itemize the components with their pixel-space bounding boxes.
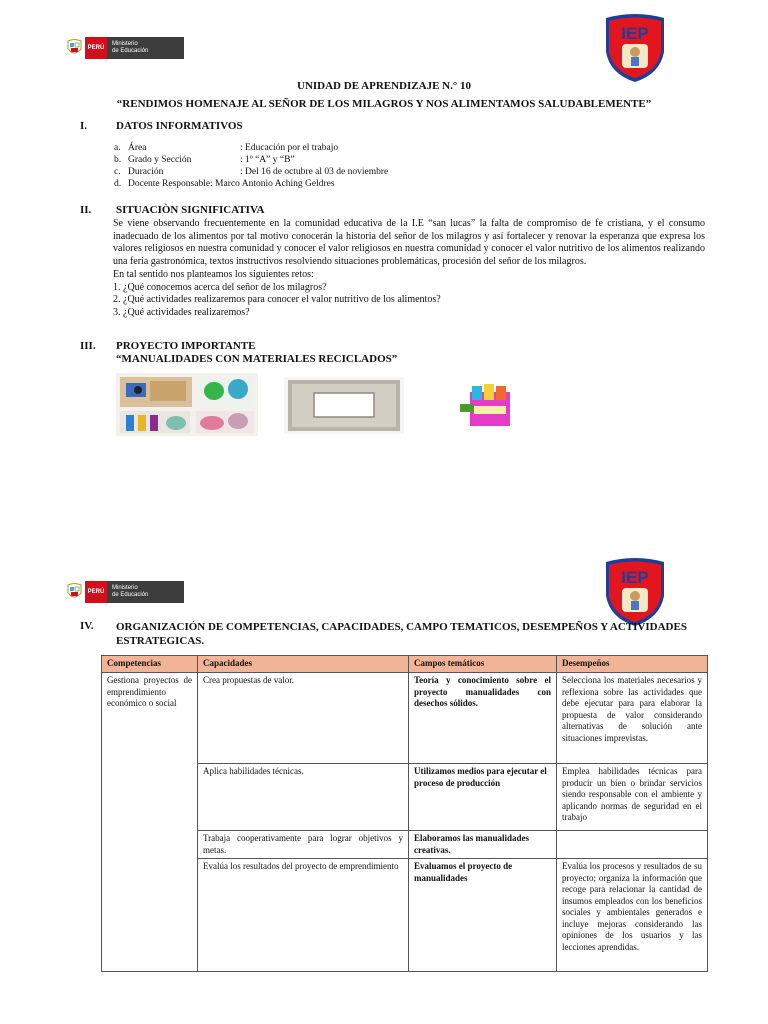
- challenges-intro: En tal sentido nos planteamos los siguientes retos:: [113, 269, 314, 280]
- header-cell: Capacidades: [198, 656, 409, 673]
- performance-cell: Emplea habilidades técnicas para producir un bien o brindar servicios siendo responsable con el ambiente y aplicando normas de seguridad en el trabajo: [557, 764, 708, 831]
- project-subtitle: “MANUALIDADES CON MATERIALES RECICLADOS”: [116, 353, 398, 365]
- section-1-title: DATOS INFORMATIVOS: [116, 120, 243, 132]
- unit-subtitle: “RENDIMOS HOMENAJE AL SEÑOR DE LOS MILAGROS Y NOS ALIMENTAMOS SALUDABLEMENTE”: [116, 98, 652, 110]
- challenge-question: 3. ¿Qué actividades realizaremos?: [113, 306, 250, 318]
- item-letter: a.: [114, 143, 121, 153]
- performance-cell: Evalúa los procesos y resultados de su proyecto; organiza la información que recoge para relacionar la cantidad de insumos empleados con los beneficios sociales y ambientales generados e incluye mejoras considerando las opiniones de los usuarios y las lecciones aprendidas.: [557, 859, 708, 972]
- item-letter: d.: [114, 179, 122, 189]
- table-row: [102, 673, 708, 764]
- item-value: : Educación por el trabajo: [240, 143, 339, 153]
- ministry-label: [107, 37, 184, 59]
- significant-situation: [113, 218, 705, 319]
- peru-coat-of-arms-icon: [66, 582, 83, 602]
- section-1-number: I.: [80, 120, 88, 132]
- topic-cell: Utilizamos medios para ejecutar el proceso de producción: [409, 764, 557, 831]
- item-value: : Del 16 de octubre al 03 de noviembre: [240, 167, 389, 177]
- competency-cell: Gestiona proyectos de emprendimiento económico o social: [102, 673, 198, 972]
- rolled-paper-frame-image: [284, 377, 404, 434]
- item-label: Grado y Sección: [128, 155, 192, 165]
- ministry-line1: Ministerio: [112, 585, 138, 591]
- header-cell: Competencias: [102, 656, 198, 673]
- header-cell: Desempeños: [557, 656, 708, 673]
- item-letter: c.: [114, 167, 121, 177]
- peru-coat-of-arms-icon: [66, 38, 83, 58]
- item-label: Duración: [128, 167, 164, 177]
- school-badge-icon: [600, 12, 670, 84]
- performance-cell: [557, 831, 708, 859]
- recycled-crafts-collage-image: [116, 373, 258, 436]
- section-4-title: ORGANIZACIÓN DE COMPETENCIAS, CAPACIDADES, CAMPO TEMATICOS, DESEMPEÑOS Y ACTIVIDADES ESTRATEGICAS.: [116, 621, 687, 647]
- peru-label: PERÚ: [85, 37, 107, 59]
- section-3-title: PROYECTO IMPORTANTE: [116, 340, 256, 352]
- ministry-line2: de Educación: [112, 48, 149, 54]
- bottle-organizer-image: [456, 382, 520, 434]
- section-3-number: III.: [80, 340, 96, 352]
- ministry-line1: Ministerio: [112, 41, 138, 47]
- item-letter: b.: [114, 155, 122, 165]
- school-badge-icon: [600, 556, 670, 628]
- badge-text: IEP: [621, 24, 649, 43]
- capacity-cell: Evalúa los resultados del proyecto de emprendimiento: [198, 859, 409, 972]
- list-item: [114, 178, 388, 190]
- capacity-cell: Aplica habilidades técnicas.: [198, 764, 409, 831]
- header-cell: Campos temáticos: [409, 656, 557, 673]
- topic-cell: Teoría y conocimiento sobre el proyecto manualidades con desechos sólidos.: [409, 673, 557, 764]
- topic-cell: Elaboramos las manualidades creativas.: [409, 831, 557, 859]
- section-2-number: II.: [80, 204, 92, 216]
- ministry-logo-page2: [66, 580, 184, 604]
- topic-cell: Evaluamos el proyecto de manualidades: [409, 859, 557, 972]
- item-value: Docente Responsable: Marco Antonio Aching Geldres: [128, 179, 335, 189]
- section-4-heading: [80, 620, 700, 648]
- list-item: [114, 142, 388, 154]
- list-item: [114, 166, 388, 178]
- competencies-table: [101, 655, 708, 972]
- informative-data-list: [114, 142, 388, 190]
- situation-paragraph: Se viene observando frecuentemente en la comunidad educativa de la I.E “san lucas” la falta de compromiso de fe cristiana, y el consumo inadecuado de los alimentos por tal motivo conocerán la historia del señor de los milagros y así fortalecer y renovar la esperanza que expresa los valores religiosos en nuestra comunidad y conocer el valor religiosos en nuestra comunidad y conocer el valor nutritivo de los alimentos realizando una feria gastronómica, textos instructivos resolviendo situaciones problemáticas, procesión del señor de los milagros.: [113, 218, 705, 267]
- table-header-row: [102, 656, 708, 673]
- ministry-label: [107, 581, 184, 603]
- item-label: Área: [128, 143, 147, 153]
- unit-title: UNIDAD DE APRENDIZAJE N.° 10: [297, 80, 471, 92]
- ministry-line2: de Educación: [112, 592, 149, 598]
- performance-cell: Selecciona los materiales necesarios y reflexiona sobre las actividades que debe ejecutar para para elaborar la propuesta de valor considerando alternativas de solución ante situaciones imprevistas.: [557, 673, 708, 764]
- badge-text: IEP: [621, 568, 649, 587]
- ministry-logo: [66, 36, 184, 60]
- item-value: : 1º “A” y “B”: [240, 155, 295, 165]
- capacity-cell: Crea propuestas de valor.: [198, 673, 409, 764]
- list-item: [114, 154, 388, 166]
- section-4-number: IV.: [80, 620, 94, 632]
- capacity-cell: Trabaja cooperativamente para lograr objetivos y metas.: [198, 831, 409, 859]
- section-2-title: SITUACIÒN SIGNIFICATIVA: [116, 204, 265, 216]
- challenge-question: 2. ¿Qué actividades realizaremos para conocer el valor nutritivo de los alimentos?: [113, 294, 441, 305]
- challenge-question: 1. ¿Qué conocemos acerca del señor de los milagros?: [113, 281, 327, 293]
- peru-label: PERÚ: [85, 581, 107, 603]
